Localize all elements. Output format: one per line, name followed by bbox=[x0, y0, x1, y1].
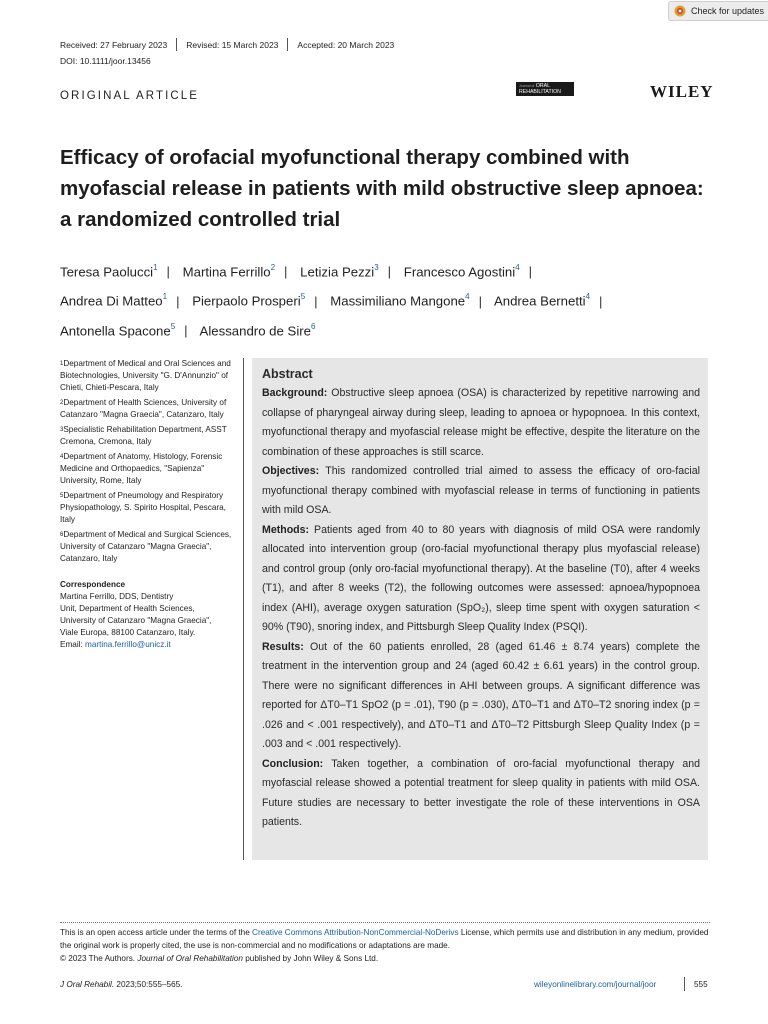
author-list bbox=[60, 256, 720, 344]
author-name: Pierpaolo Prosperi bbox=[192, 293, 301, 309]
correspondence-heading: Correspondence bbox=[60, 580, 126, 589]
affiliation-number: 5 bbox=[60, 493, 64, 499]
email-label: Email: bbox=[60, 640, 86, 649]
section-text: Out of the 60 patients enrolled, 28 (aged 61.46 ± 8.74 years) complete the treatment in the intervention group and 24 (aged 60.42 ± 6.61 years) in the control group. There were no significant differences in AHI between groups. A significant difference was reported for ΔT0–T1 SpO2 (p = .01), T90 (p = .030), ΔT0–T1 and ΔT0–T2 snoring index (p = .026 and < .001 respectively), and ΔT0–T1 and ΔT0–T2 Pittsburgh Sleep Quality Index (p = .003 and < .001 respectively). bbox=[262, 640, 700, 750]
author-line bbox=[60, 315, 720, 344]
author-separator: | bbox=[184, 323, 188, 339]
author-name: Francesco Agostini bbox=[403, 264, 516, 280]
correspondence-line: University of Catanzaro "Magna Graecia", bbox=[60, 616, 212, 625]
copyright-text: © 2023 The Authors. bbox=[60, 954, 138, 963]
section-label: Objectives: bbox=[262, 465, 320, 477]
license-text: License, which permits use and distribution in any medium, provided the original work is properly cited, the use is non-commercial and no modifications or adaptations are made. bbox=[60, 928, 709, 950]
affiliation-ref[interactable]: 1 bbox=[153, 263, 158, 272]
section-label: Results: bbox=[262, 640, 304, 653]
abstract-objectives bbox=[262, 462, 700, 521]
email-link[interactable]: martina.ferrillo@unicz.it bbox=[85, 640, 171, 649]
citation-text: 2023;50:555–565. bbox=[114, 980, 183, 989]
affiliation-text: Department of Health Sciences, University of Catanzaro "Magna Graecia", Catanzaro, Italy bbox=[60, 398, 227, 419]
abstract-results bbox=[262, 638, 700, 755]
check-for-updates-button[interactable] bbox=[668, 1, 768, 21]
affiliation-item bbox=[60, 529, 242, 565]
copyright-journal: Journal of Oral Rehabilitation bbox=[137, 954, 243, 963]
journal-abbreviation: J Oral Rehabil. bbox=[60, 980, 115, 989]
correspondence-email bbox=[60, 639, 242, 651]
received-date: Received: 27 February 2023 bbox=[60, 39, 168, 50]
section-label: Background: bbox=[262, 387, 328, 399]
affiliation-text: Specialistic Rehabilitation Department, ASST Cremona, Cremona, Italy bbox=[60, 425, 227, 446]
author-name: Letizia Pezzi bbox=[300, 264, 375, 280]
journal-logo-name-a: ORAL bbox=[535, 83, 550, 89]
affiliation-ref[interactable]: 5 bbox=[170, 321, 176, 331]
author-separator: | bbox=[284, 264, 288, 280]
journal-website-link[interactable]: wileyonlinelibrary.com/journal/joor bbox=[534, 980, 657, 989]
author-separator: | bbox=[314, 293, 318, 309]
author-name: Andrea Bernetti bbox=[493, 293, 586, 309]
affiliation-number: 1 bbox=[60, 361, 64, 367]
affiliation-ref[interactable]: 4 bbox=[465, 292, 470, 302]
section-label: Methods: bbox=[262, 523, 310, 536]
journal-logo bbox=[516, 82, 574, 96]
author-separator: | bbox=[166, 264, 170, 280]
journal-logo-top: Journal of bbox=[519, 84, 535, 88]
journal-logo-name-b: REHABILITATION bbox=[519, 89, 561, 95]
page-number: 555 bbox=[694, 980, 708, 989]
affiliation-ref[interactable]: 3 bbox=[374, 263, 379, 272]
author-separator: | bbox=[176, 293, 180, 309]
article-title: Efficacy of orofacial myofunctional therapy combined with myofascial release in patients with mild obstructive sleep apnoea: a randomized controlled trial bbox=[60, 146, 704, 231]
affiliation-item bbox=[60, 358, 242, 394]
date-divider bbox=[287, 38, 288, 51]
author-name: Andrea Di Matteo bbox=[60, 293, 163, 309]
revised-date: Revised: 15 March 2023 bbox=[186, 39, 279, 50]
check-updates-label: Check for updates bbox=[691, 6, 765, 16]
author-separator: | bbox=[478, 293, 483, 309]
affiliation-number: 6 bbox=[60, 532, 64, 538]
author-name: Massimiliano Mangone bbox=[330, 293, 466, 309]
affiliation-ref[interactable]: 4 bbox=[515, 263, 520, 272]
page-divider bbox=[684, 977, 685, 991]
correspondence-line: Viale Europa, 88100 Catanzaro, Italy. bbox=[60, 628, 196, 637]
affiliations-panel bbox=[60, 358, 242, 651]
abstract-methods bbox=[262, 521, 700, 638]
check-updates-icon bbox=[674, 5, 686, 17]
author-name: Antonella Spacone bbox=[60, 323, 171, 339]
affiliation-number: 2 bbox=[60, 400, 64, 406]
section-text: Taken together, a combination of oro-facial myofunctional therapy and myofascial release showed a potential treatment for sleep quality in patients with mild OSA. Future studies are necessary to better investigate the role of these interventions in OSA patients. bbox=[262, 757, 700, 828]
author-line bbox=[60, 256, 720, 285]
publication-dates bbox=[60, 38, 394, 51]
license-link[interactable]: Creative Commons Attribution-NonCommercial-NoDerivs bbox=[252, 928, 459, 937]
citation bbox=[60, 980, 182, 989]
affiliation-text: Department of Anatomy, Histology, Forensic Medicine and Orthopaedics, "Sapienza" University, Rome, Italy bbox=[60, 452, 223, 485]
affiliation-number: 4 bbox=[60, 454, 64, 460]
affiliation-item bbox=[60, 397, 242, 421]
correspondence-line: Martina Ferrillo, DDS, Dentistry bbox=[60, 592, 174, 601]
section-label: Conclusion: bbox=[262, 757, 324, 770]
abstract-conclusion bbox=[262, 755, 700, 833]
author-line bbox=[60, 285, 720, 314]
affiliation-text: Department of Medical and Surgical Sciences, University of Catanzaro "Magna Graecia", Catanzaro, Italy bbox=[60, 530, 232, 563]
license-notice bbox=[60, 926, 710, 965]
doi: DOI: 10.1111/joor.13456 bbox=[60, 56, 151, 66]
affiliation-number: 3 bbox=[60, 427, 64, 433]
author-name: Alessandro de Sire bbox=[199, 323, 311, 339]
affiliation-item bbox=[60, 490, 242, 526]
date-divider bbox=[176, 38, 177, 51]
copyright-text: published by John Wiley & Sons Ltd. bbox=[242, 954, 379, 963]
license-text: This is an open access article under the terms of the bbox=[60, 928, 253, 937]
author-separator: | bbox=[528, 264, 533, 280]
affiliation-item bbox=[60, 424, 242, 448]
affiliation-ref[interactable]: 5 bbox=[300, 292, 306, 302]
publisher-logo: WILEY bbox=[650, 82, 714, 101]
section-text: Patients aged from 40 to 80 years with diagnosis of mild OSA were randomly allocated into intervention group (oro-facial myofunctional therapy plus myofascial release) and control group (only oro-facial myofunctional therapy). At the baseline (T0), after 4 weeks (T1), and after 8 weeks (T2), the following outcomes were assessed: apnoea/hypopnoea index (AHI), average oxygen saturation (SpO₂), sleep time spent with oxygen saturation < 90% (T90), snoring index, and Pittsburgh Sleep Quality Index (PSQI). bbox=[262, 523, 700, 633]
affiliation-ref[interactable]: 4 bbox=[585, 292, 591, 302]
affiliation-item bbox=[60, 451, 242, 487]
article-type: ORIGINAL ARTICLE bbox=[60, 90, 200, 102]
section-text: Obstructive sleep apnoea (OSA) is characterized by repetitive narrowing and collapse of pharyngeal airway during sleep, leading to apnoea or hypopnoea. In this context, myofunctional therapy and myofascial release might be effective, despite the literature on the combination of these approaches is still scarce. bbox=[262, 387, 700, 458]
author-name: Teresa Paolucci bbox=[60, 264, 154, 280]
author-separator: | bbox=[599, 293, 603, 309]
author-separator: | bbox=[387, 264, 392, 280]
column-divider bbox=[243, 358, 244, 860]
abstract-heading: Abstract bbox=[262, 367, 313, 381]
affiliation-text: Department of Pneumology and Respiratory Physiopathology, S. Spirito Hospital, Pescara, Italy bbox=[60, 491, 226, 524]
affiliation-text: Department of Medical and Oral Sciences and Biotechnologies, University "G. D'Annunzio" of Chieti, Chieti-Pescara, Italy bbox=[60, 359, 231, 392]
accepted-date: Accepted: 20 March 2023 bbox=[297, 39, 395, 50]
affiliation-ref[interactable]: 2 bbox=[270, 263, 276, 272]
footer-divider bbox=[60, 922, 710, 923]
author-name: Martina Ferrillo bbox=[182, 264, 271, 280]
correspondence-line: Unit, Department of Health Sciences, bbox=[60, 604, 195, 613]
affiliation-ref[interactable]: 6 bbox=[310, 321, 316, 331]
section-text: This randomized controlled trial aimed to assess the efficacy of oro-facial myofunctional therapy combined with myofascial release in terms of functioning in patients with mild OSA. bbox=[262, 465, 700, 516]
abstract-panel bbox=[252, 358, 708, 860]
abstract-background bbox=[262, 384, 700, 462]
affiliation-ref[interactable]: 1 bbox=[162, 292, 168, 302]
